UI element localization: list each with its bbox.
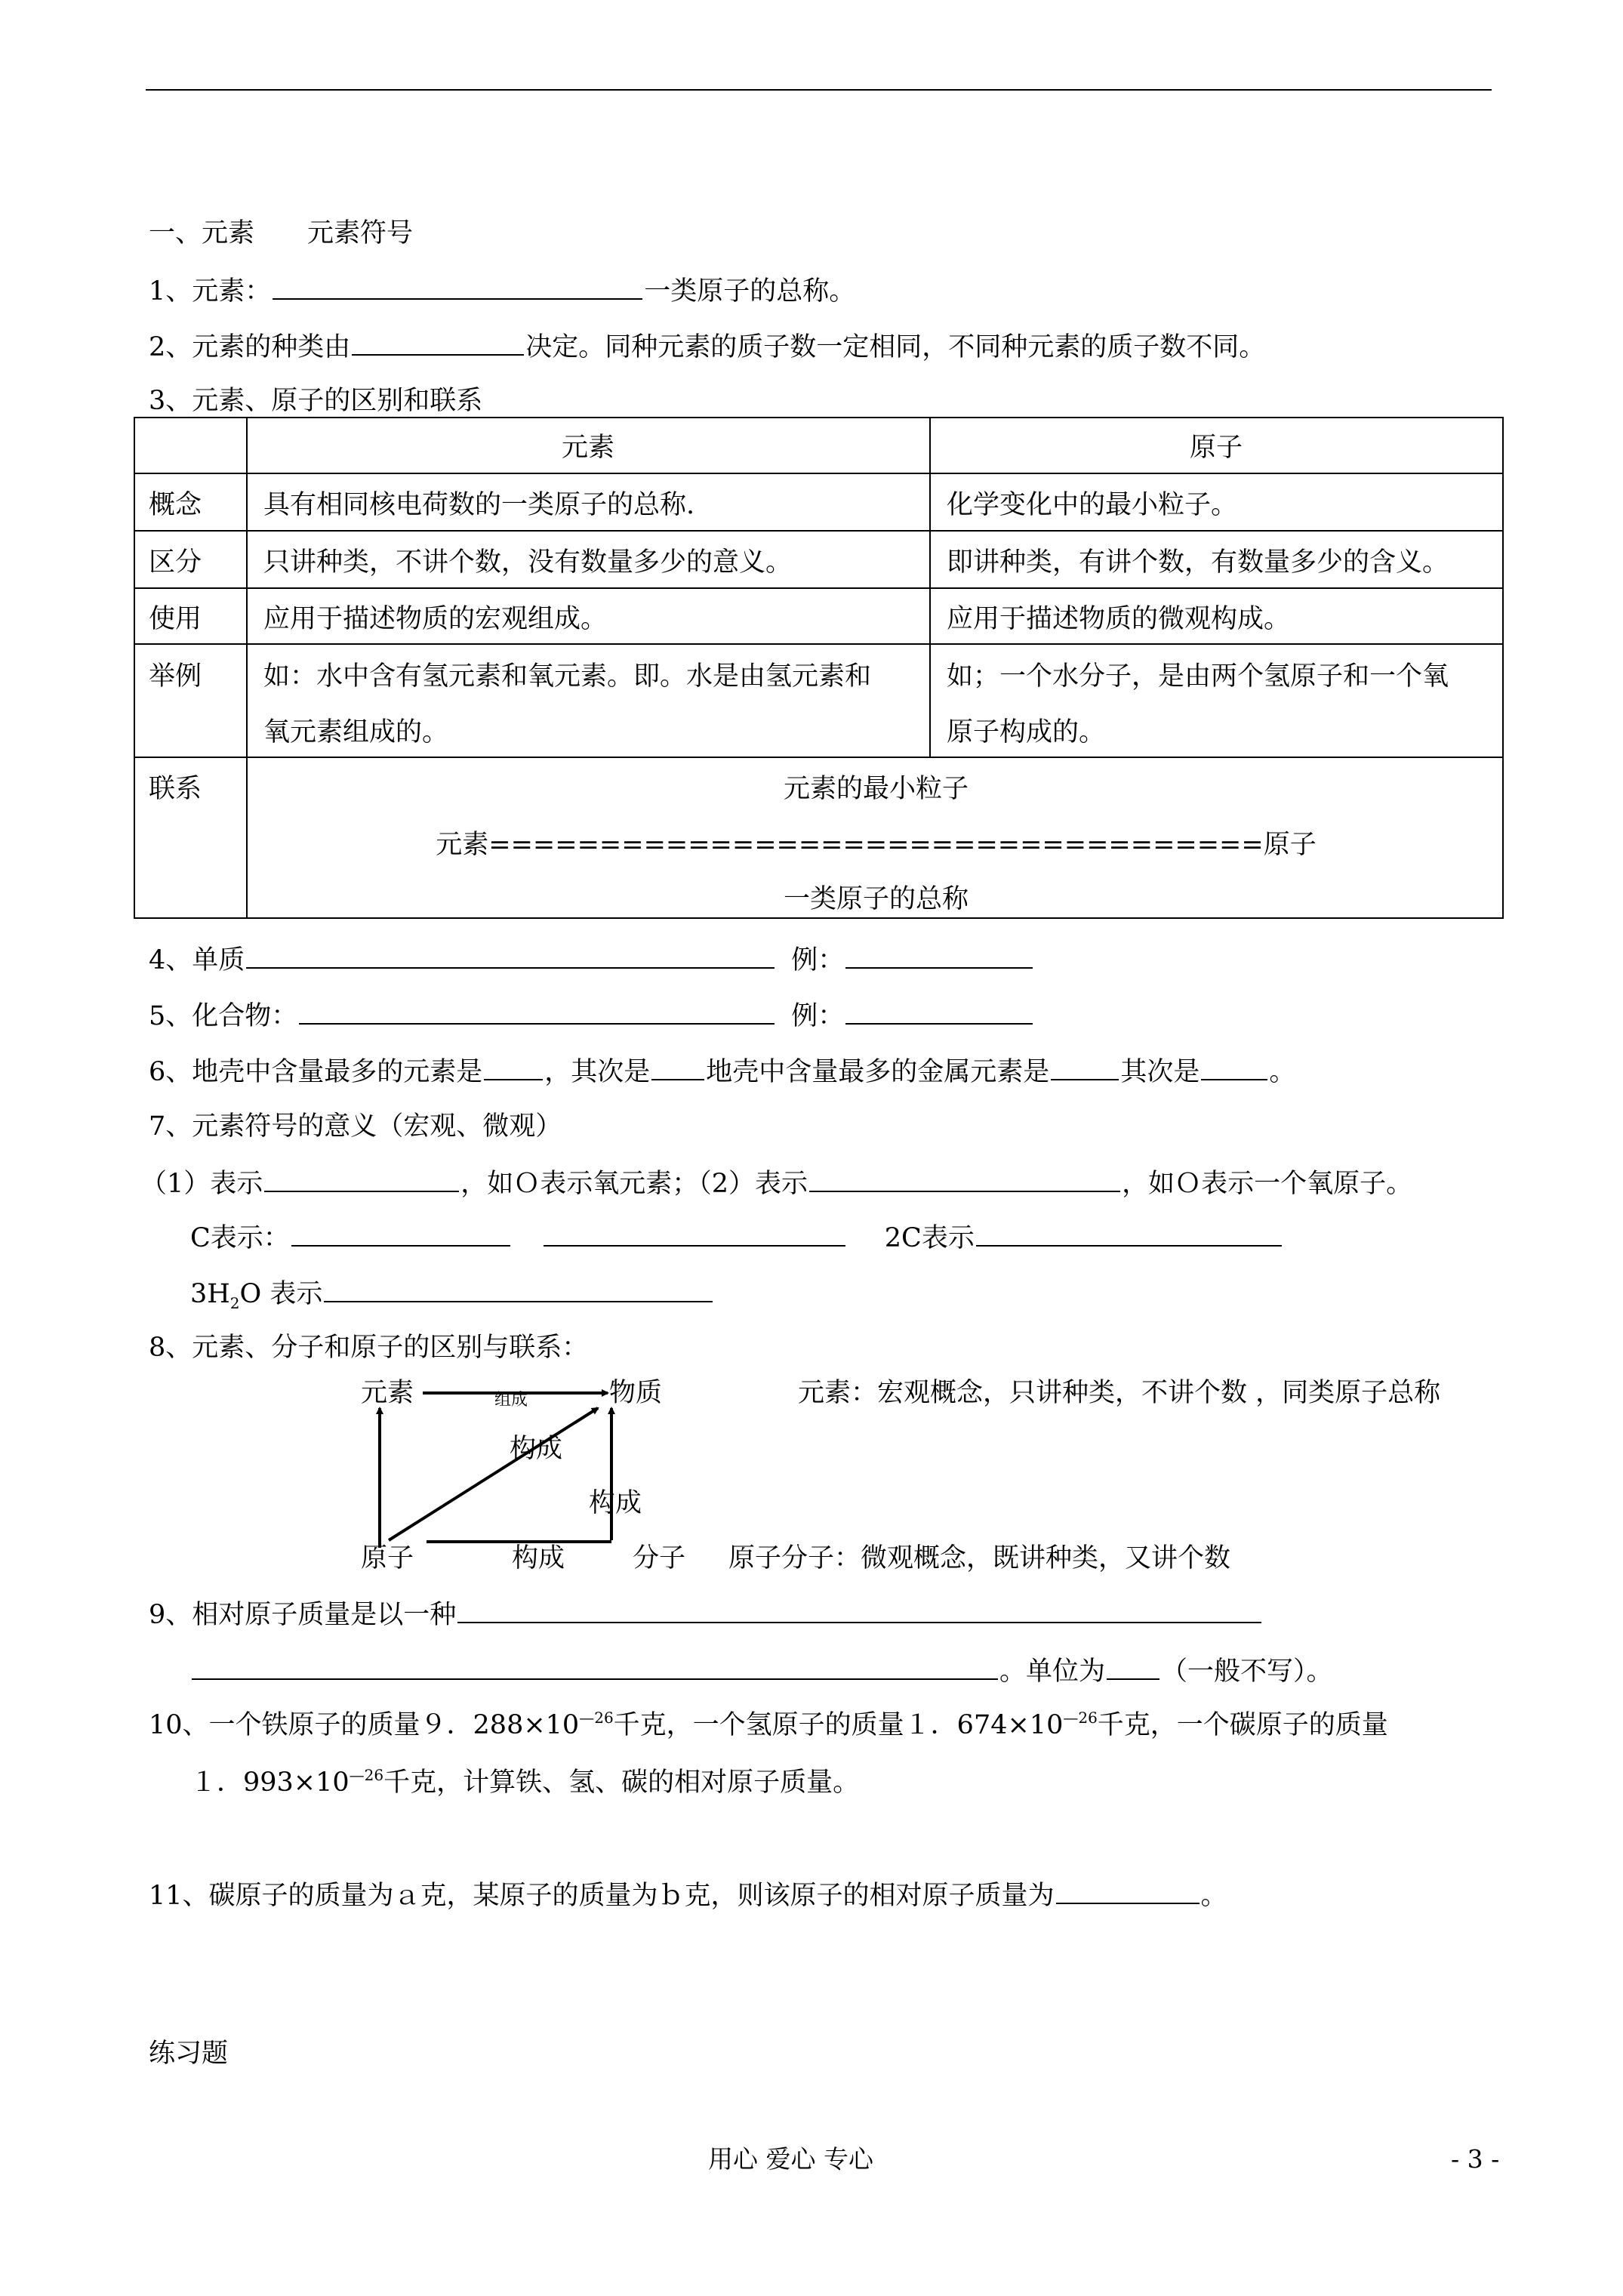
answer-blank[interactable] <box>324 1280 713 1302</box>
answer-blank[interactable] <box>246 946 775 969</box>
relation-middle-text: 元素===================================原子 <box>436 830 1317 860</box>
cell-element-example-line2: 氧元素组成的。 <box>263 717 449 747</box>
edge-label-construct-bottom: 构成 <box>512 1543 565 1573</box>
answer-blank[interactable] <box>976 1224 1282 1247</box>
answer-blank[interactable] <box>352 333 524 356</box>
element-atom-table <box>134 417 1504 919</box>
answer-blank[interactable] <box>1201 1058 1267 1080</box>
answer-blank[interactable] <box>651 1058 704 1080</box>
cell-atom-example-line1: 如；一个水分子，是由两个氢原子和一个氧 <box>947 661 1449 692</box>
answer-blank[interactable] <box>845 1002 1033 1025</box>
note-atom-molecule: 原子分子：微观概念，既讲种类，又讲个数 <box>728 1543 1231 1573</box>
node-molecule: 分子 <box>633 1543 686 1573</box>
section-heading-title: 元素符号 <box>307 218 414 248</box>
answer-blank[interactable] <box>544 1224 845 1247</box>
relation-bottom-text: 一类原子的总称 <box>783 884 969 914</box>
answer-blank[interactable] <box>484 1058 543 1080</box>
question-7-h2o-line: $3H_2O$ 表示 <box>190 1280 714 1308</box>
cell-atom-example-line2: 原子构成的。 <box>947 717 1106 747</box>
question-7-c-line: C表示： 2C表示 <box>190 1224 1283 1252</box>
header-rule <box>146 89 1492 91</box>
edge-label-construct-vertical: 构成 <box>589 1488 642 1518</box>
table-header-element: 元素 <box>562 433 615 463</box>
answer-blank[interactable] <box>457 1601 1261 1623</box>
node-atom: 原子 <box>361 1543 414 1573</box>
cell-element-distinction: 只讲种类，不讲个数，没有数量多少的意义。 <box>263 547 793 578</box>
page-number: - 3 - <box>1451 2144 1500 2174</box>
question-11: 11、碳原子的质量为ａ克，某原子的质量为ｂ克，则该原子的相对原子质量为 。 <box>149 1881 1227 1911</box>
note-element: 元素：宏观概念，只讲种类，不讲个数 ，同类原子总称 <box>798 1378 1441 1408</box>
answer-blank[interactable] <box>299 1002 775 1025</box>
edge-label-construct-diagonal: 构成 <box>510 1434 563 1464</box>
answer-blank[interactable] <box>809 1170 1120 1192</box>
edge-label-compose: 组成 <box>494 1391 528 1410</box>
row-label-concept: 概念 <box>149 490 202 520</box>
question-8-title: 8、元素、分子和原子的区别与联系： <box>149 1333 589 1363</box>
question-5: 5、化合物： 例： <box>149 1002 1034 1030</box>
answer-blank[interactable] <box>845 946 1033 969</box>
question-4: 4、单质 例： <box>149 946 1034 974</box>
section-heading <box>149 220 413 247</box>
question-6: 6、地壳中含量最多的元素是 ，其次是 地壳中含量最多的金属元素是 其次是 。 <box>149 1057 1296 1087</box>
cell-atom-distinction: 即讲种类，有讲个数，有数量多少的含义。 <box>947 547 1449 578</box>
practice-heading: 练习题 <box>149 2039 229 2069</box>
cell-element-usage: 应用于描述物质的宏观组成。 <box>263 604 608 634</box>
footer-slogan: 用心 爱心 专心 <box>708 2144 873 2174</box>
relation-top-text: 元素的最小粒子 <box>783 774 969 804</box>
row-label-distinction: 区分 <box>149 547 202 578</box>
answer-blank[interactable] <box>291 1224 510 1247</box>
question-10-line2: １．$993\times 10^{—26}$千克，计算铁、氢、碳的相对原子质量。 <box>190 1766 860 1798</box>
cell-atom-usage: 应用于描述物质的微观构成。 <box>947 604 1291 634</box>
answer-blank[interactable] <box>264 1170 459 1192</box>
question-10-line1: 10、一个铁原子的质量９．$288\times 10^{—26}$千克，一个氢原子的质量１．$674\times 10^{—26}$千克，一个碳原子的质量 <box>149 1709 1388 1740</box>
question-9-line2: 。单位为 （一般不写）。 <box>190 1657 1333 1685</box>
cell-element-example-line1: 如：水中含有氢元素和氧元素。即。水是由氢元素和 <box>263 661 872 692</box>
answer-blank[interactable] <box>1051 1058 1119 1080</box>
section-heading-number: 一、元素 <box>149 218 255 248</box>
cell-element-concept: 具有相同核电荷数的一类原子的总称. <box>263 490 695 520</box>
cell-atom-concept: 化学变化中的最小粒子。 <box>947 490 1238 520</box>
question-2: 2、元素的种类由 决定。同种元素的质子数一定相同，不同种元素的质子数不同。 <box>149 332 1266 362</box>
row-label-relation: 联系 <box>149 774 202 804</box>
answer-blank[interactable] <box>1107 1657 1160 1680</box>
node-substance: 物质 <box>609 1378 663 1408</box>
answer-blank[interactable] <box>192 1657 998 1680</box>
question-1: 1、元素： 一类原子的总称。 <box>149 276 856 307</box>
row-label-example: 举例 <box>149 661 202 692</box>
question-7-part1: （1）表示 ，如Ｏ表示氧元素；（2）表示 ，如Ｏ表示一个氧原子。 <box>140 1169 1413 1199</box>
node-element: 元素 <box>361 1378 414 1408</box>
question-9-line1: 9、相对原子质量是以一种 <box>149 1601 1263 1629</box>
answer-blank[interactable] <box>273 277 642 300</box>
answer-blank[interactable] <box>1056 1881 1200 1904</box>
question-3: 3、元素、原子的区别和联系 <box>149 386 483 416</box>
table-header-atom: 原子 <box>1190 433 1243 463</box>
question-7-title: 7、元素符号的意义（宏观、微观） <box>149 1111 562 1142</box>
row-label-usage: 使用 <box>149 604 202 634</box>
